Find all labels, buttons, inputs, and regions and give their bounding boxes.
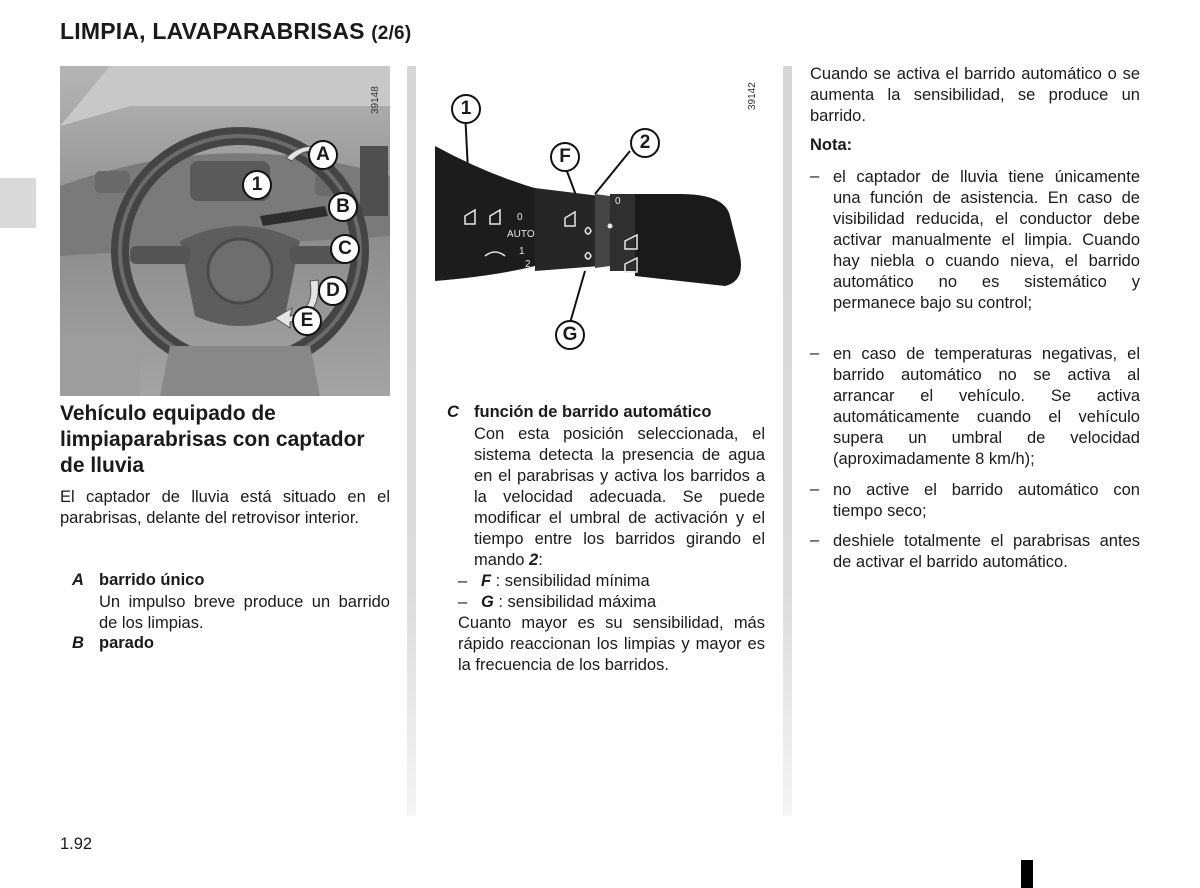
column-divider-right	[783, 66, 792, 816]
item-text-A: Un impulso breve produce un barrido de los limpias.	[99, 593, 390, 632]
sub-item-F-dash: –	[458, 572, 468, 590]
callout-E: E	[292, 306, 322, 336]
sub-item-G	[458, 592, 758, 613]
stalk-label-auto: AUTO	[507, 229, 535, 240]
intro-paragraph: El captador de lluvia está situado en el parabrisas, delante del retrovisor interior.	[60, 488, 390, 527]
page-number: 1.92	[60, 835, 93, 853]
callout-B: B	[328, 192, 358, 222]
note-bullet-1: el captador de lluvia tiene únicamente una función de asistencia. En caso de visibilidad reducida, el conductor debe activar manualmente el limpia. Cuando hay niebla o cuando nieva, el barrido automático no es sistemático y permanece bajo su control;	[833, 168, 1140, 312]
closing-paragraph: Cuanto mayor es su sensibilidad, más rápido reaccionan los limpias y mayor es la frecuencia de los barridos.	[458, 614, 765, 674]
stalk-label-one: 1	[519, 246, 525, 257]
item-letter-A: A	[72, 571, 84, 589]
note-label: Nota:	[810, 136, 853, 154]
chapter-tab	[0, 178, 36, 228]
page-title-part: (2/6)	[371, 23, 412, 44]
note-bullet-2: en caso de temperaturas negativas, el barrido automático no se activa al arrancar el vehículo. Se activa automáticamente cuando el vehículo supera un umbral de velocidad (aproximadamente 8 km/h);	[833, 345, 1140, 468]
section-heading: Vehículo equipado de limpiaparabrisas con captador de lluvia	[60, 402, 365, 477]
figure-code-left: 39148	[370, 86, 381, 114]
item-title-C: función de barrido automático	[474, 403, 712, 421]
item-text-C	[474, 424, 765, 571]
sub-item-G-dash: –	[458, 593, 468, 611]
item-text-C-body: Con esta posición seleccionada, el sistema detecta la presencia de agua en el parabrisas y activa los barridos a la velocidad adecuada. Se puede modificar el umbral de activación y el tiempo entre los barridos girando el mando	[474, 425, 765, 569]
wiper-stalk-illustration	[435, 66, 765, 396]
item-text-C-end: :	[538, 551, 543, 569]
callout-1-middle: 1	[451, 94, 481, 124]
steering-wheel-figure	[60, 66, 390, 396]
stalk-label-two: 2	[525, 259, 531, 270]
callout-1-left: 1	[242, 170, 272, 200]
bullet-dash-4: –	[810, 531, 820, 549]
callout-2: 2	[630, 128, 660, 158]
right-intro: Cuando se activa el barrido automático o se aumenta la sensibilidad, se produce un barrido.	[810, 65, 1140, 125]
sub-item-G-text: : sensibilidad máxima	[498, 593, 657, 611]
item-title-A: barrido único	[99, 571, 205, 589]
callout-D: D	[318, 276, 348, 306]
sub-item-F-text: : sensibilidad mínima	[495, 572, 650, 590]
sub-item-F-letter: F	[480, 572, 492, 590]
page-title-text: LIMPIA, LAVAPARABRISAS	[60, 18, 365, 44]
callout-G: G	[555, 320, 585, 350]
steering-wheel-illustration	[60, 66, 390, 396]
stalk-label-zero-a: 0	[517, 212, 523, 223]
item-letter-B: B	[72, 634, 84, 652]
item-letter-C: C	[447, 403, 459, 421]
sub-item-G-letter: G	[480, 593, 494, 611]
column-divider-left	[407, 66, 416, 816]
bullet-dash-1: –	[810, 167, 820, 185]
wiper-stalk-figure	[435, 66, 765, 396]
callout-A: A	[308, 140, 338, 170]
sub-item-F	[458, 571, 758, 592]
stalk-label-zero-b: 0	[615, 196, 621, 207]
note-bullet-4: deshiele totalmente el parabrisas antes de activar el barrido automático.	[833, 532, 1140, 571]
callout-F: F	[550, 142, 580, 172]
bullet-dash-2: –	[810, 344, 820, 362]
callout-C: C	[330, 234, 360, 264]
figure-code-middle: 39142	[747, 82, 758, 110]
corner-marker	[1021, 860, 1033, 888]
bullet-dash-3: –	[810, 480, 820, 498]
page-title	[60, 18, 411, 45]
note-bullet-3: no active el barrido automático con tiempo seco;	[833, 481, 1140, 520]
item-text-C-ref: 2	[529, 551, 539, 569]
item-title-B: parado	[99, 634, 155, 652]
